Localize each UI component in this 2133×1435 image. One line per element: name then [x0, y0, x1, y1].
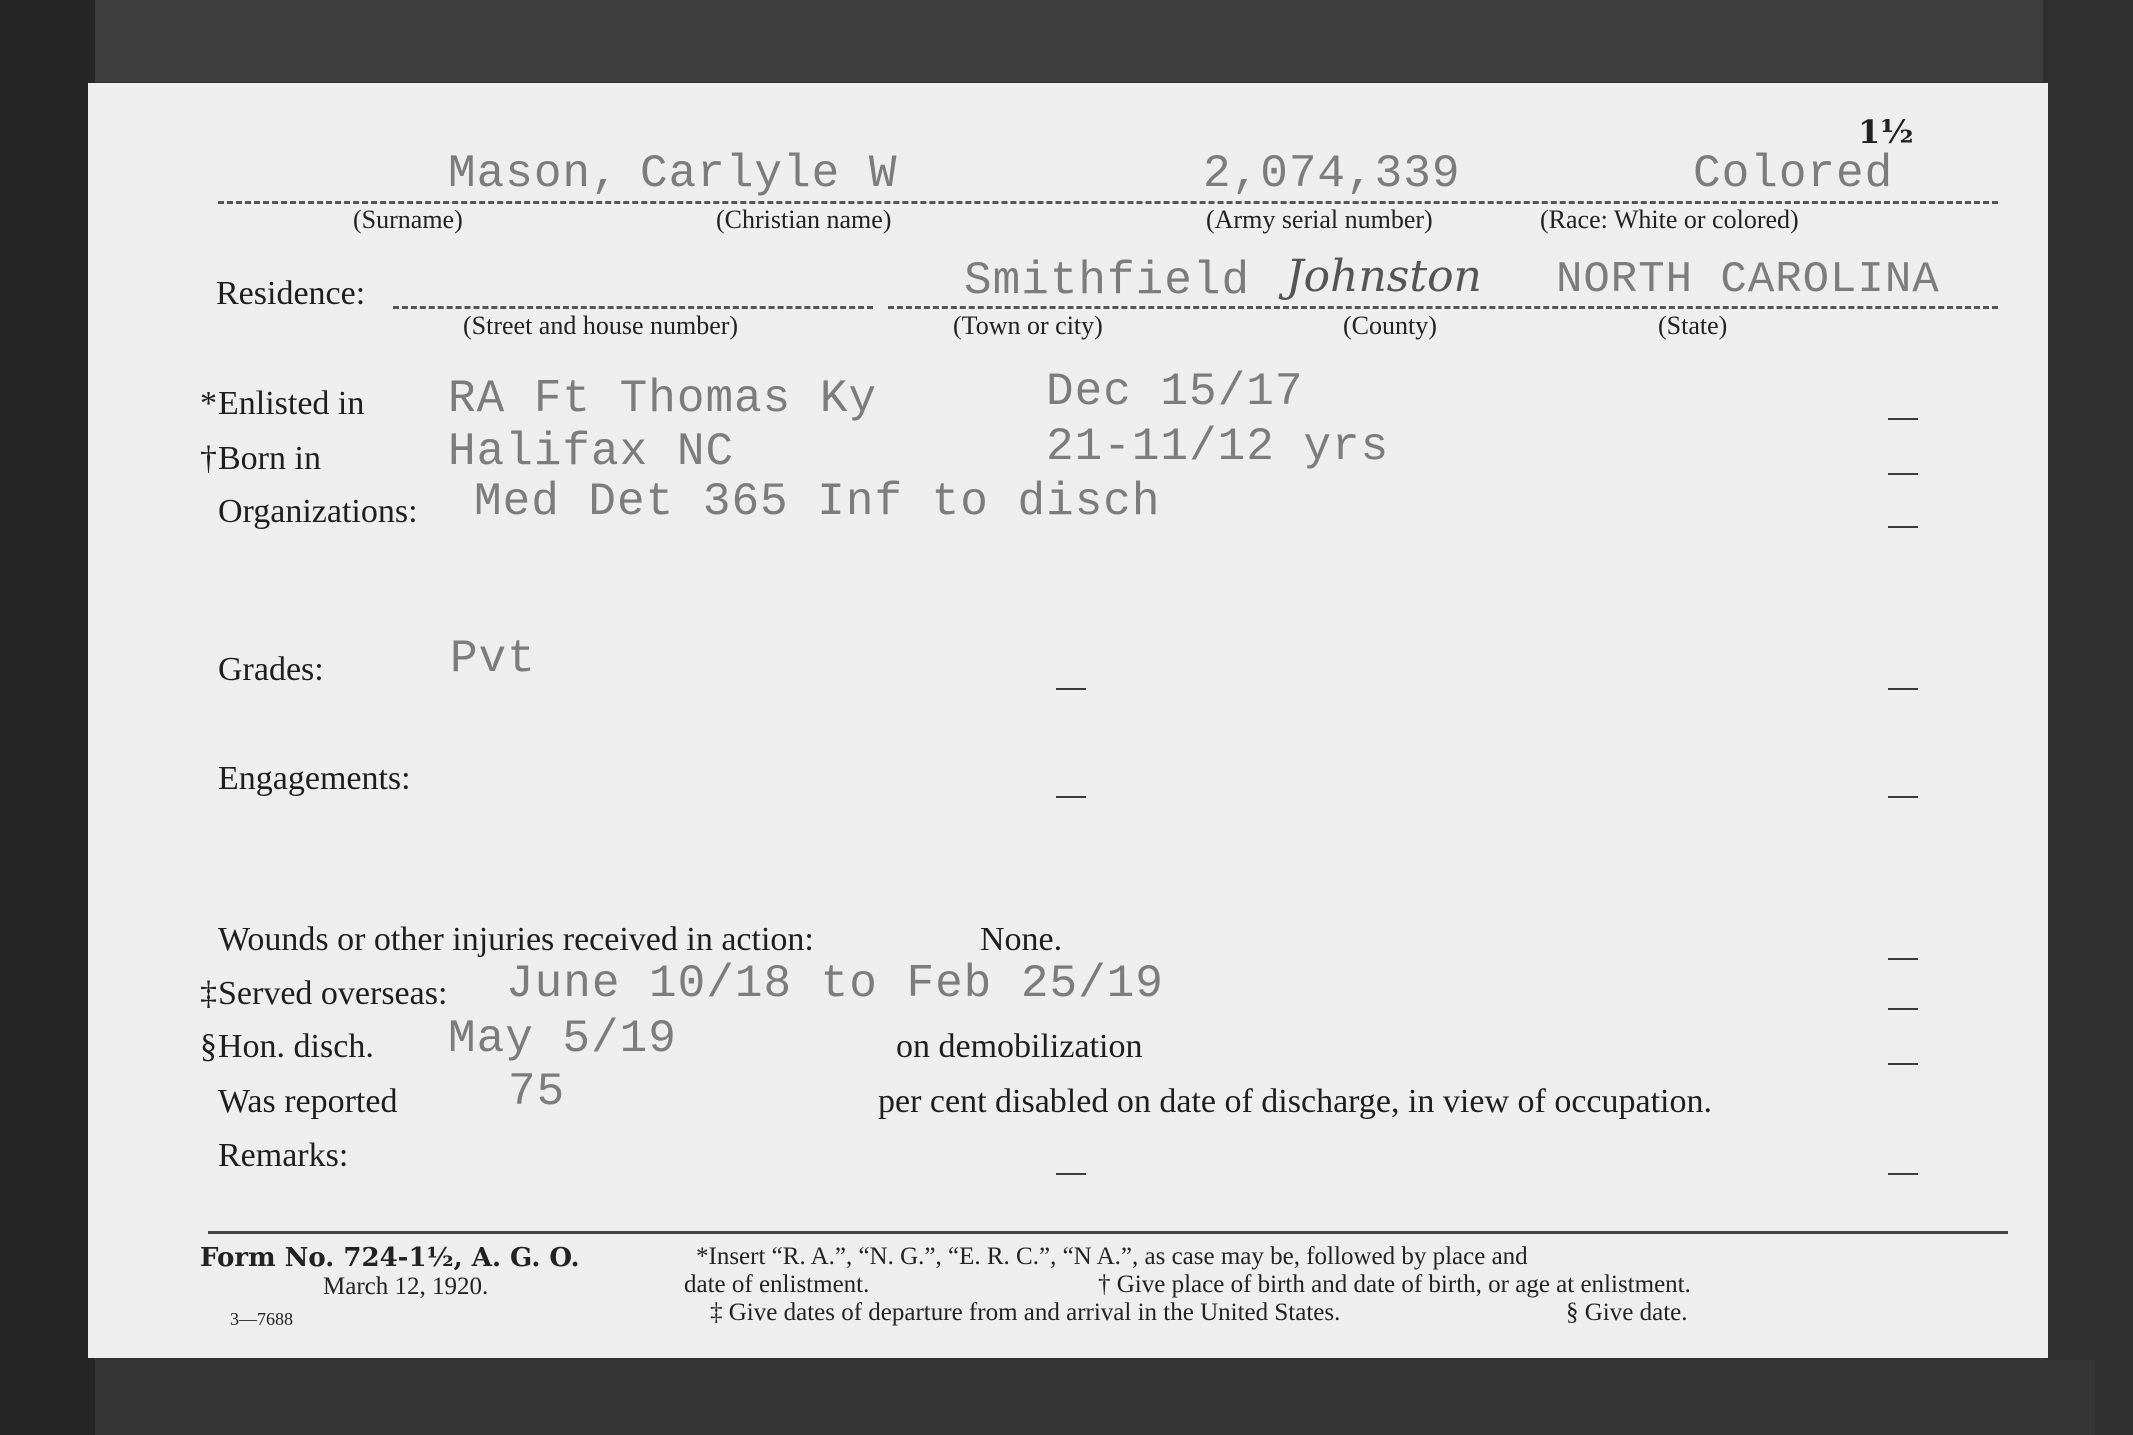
discharge-marker: §	[200, 1028, 217, 1065]
scan-border-top	[95, 0, 2133, 82]
race-caption: (Race: White or colored)	[1540, 205, 1799, 234]
scan-border-left	[0, 0, 95, 1435]
footer-note-birth: † Give place of birth and date of birth, or age at enlistment.	[1098, 1271, 1691, 1298]
christian-name-value: Carlyle W	[640, 148, 898, 200]
state-value: NORTH CAROLINA	[1556, 255, 1940, 305]
discharge-reason-value: on demobilization	[896, 1028, 1143, 1065]
print-number: 3—7688	[230, 1309, 293, 1329]
born-place-value: Halifax NC	[448, 426, 735, 478]
born-marker: †	[200, 440, 217, 477]
footer-note-overseas: ‡ Give dates of departure from and arrival in the United States.	[710, 1299, 1341, 1326]
grades-mid-dash	[1056, 688, 1086, 690]
card-fraction: 1½	[1858, 113, 1914, 151]
overseas-label: Served overseas:	[218, 975, 448, 1012]
enlisted-end-dash	[1888, 418, 1918, 420]
footer-rule	[208, 1231, 2008, 1234]
surname-caption: (Surname)	[353, 205, 463, 234]
state-caption: (State)	[1658, 311, 1728, 340]
street-caption: (Street and house number)	[463, 311, 739, 340]
grades-end-dash	[1888, 688, 1918, 690]
born-end-dash	[1888, 473, 1918, 475]
enlisted-label: Enlisted in	[218, 385, 365, 422]
enlisted-date-value: Dec 15/17	[1046, 366, 1304, 418]
reported-value: 75	[508, 1066, 566, 1118]
organizations-value: Med Det 365 Inf to disch	[474, 476, 1161, 528]
grades-label: Grades:	[218, 651, 324, 688]
reported-label: Was reported	[218, 1083, 398, 1120]
street-line	[393, 306, 873, 309]
grades-value: Pvt	[450, 633, 536, 685]
residence-label: Residence:	[216, 275, 366, 312]
enlisted-place-value: RA Ft Thomas Ky	[448, 373, 878, 425]
overseas-marker: ‡	[200, 975, 217, 1012]
form-date: March 12, 1920.	[323, 1273, 489, 1300]
discharge-label: Hon. disch.	[218, 1028, 374, 1065]
reported-suffix: per cent disabled on date of discharge, in view of occupation.	[878, 1083, 1712, 1120]
county-value: Johnston	[1286, 251, 1482, 302]
town-value: Smithfield	[964, 255, 1251, 307]
county-caption: (County)	[1343, 311, 1437, 340]
name-line	[218, 201, 1998, 204]
overseas-value: June 10/18 to Feb 25/19	[506, 958, 1164, 1010]
born-label: Born in	[218, 440, 321, 477]
remarks-end-dash	[1888, 1173, 1918, 1175]
serial-number-value: 2,074,339	[1203, 148, 1461, 200]
organizations-label: Organizations:	[218, 493, 418, 530]
remarks-label: Remarks:	[218, 1137, 349, 1174]
surname-value: Mason,	[448, 148, 620, 200]
organizations-end-dash	[1888, 526, 1918, 528]
christian-name-caption: (Christian name)	[716, 205, 892, 234]
footer-note-enlistment-cont: date of enlistment.	[684, 1271, 870, 1298]
engagements-mid-dash	[1056, 796, 1086, 798]
wounds-end-dash	[1888, 958, 1918, 960]
form-number: Form No. 724-1½, A. G. O.	[200, 1243, 580, 1273]
wounds-value: None.	[980, 921, 1063, 958]
discharge-date-value: May 5/19	[448, 1013, 677, 1065]
born-age-value: 21-11/12 yrs	[1046, 421, 1390, 473]
race-value: Colored	[1693, 148, 1894, 200]
footer-note-enlistment: *Insert “R. A.”, “N. G.”, “E. R. C.”, “N A.”, as case may be, followed by place and	[696, 1243, 1528, 1270]
enlisted-marker: *	[200, 385, 217, 422]
service-record-card	[88, 83, 2048, 1358]
engagements-label: Engagements:	[218, 760, 411, 797]
footer-note-discharge: § Give date.	[1566, 1299, 1688, 1326]
serial-number-caption: (Army serial number)	[1206, 205, 1433, 234]
wounds-label: Wounds or other injuries received in action:	[218, 921, 814, 958]
discharge-end-dash	[1888, 1063, 1918, 1065]
town-caption: (Town or city)	[953, 311, 1103, 340]
remarks-mid-dash	[1056, 1173, 1086, 1175]
scan-border-bottom	[95, 1360, 2095, 1435]
town-county-state-line	[888, 306, 1998, 309]
overseas-end-dash	[1888, 1008, 1918, 1010]
scan-border-right	[2043, 0, 2133, 1435]
engagements-end-dash	[1888, 796, 1918, 798]
